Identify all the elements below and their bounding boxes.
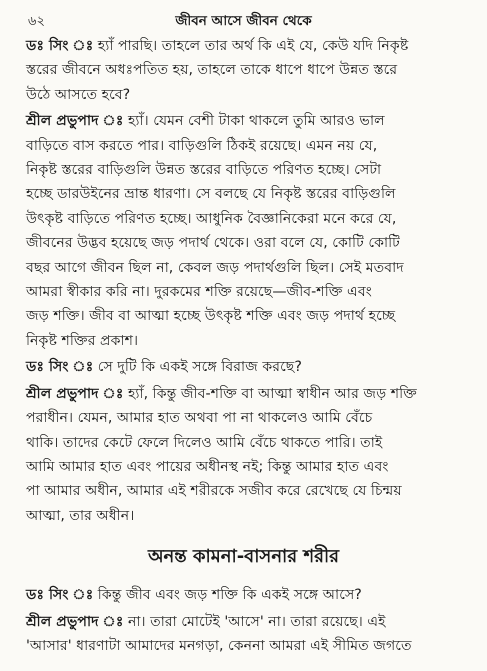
text-line — [26, 504, 461, 528]
line-text: 'আসার' ধারণাটা আমাদের মনগড়া, কেননা আমরা এই সীমিত জগতে — [26, 637, 412, 654]
line-text: পা আমার অধীন, আমার এই শরীরকে সজীব করে রেখেছে যে চিন্ময় — [26, 483, 402, 500]
line-text: হ্যাঁ, কিন্তু জীব-শক্তি বা আত্মা স্বাধীন আর জড় শক্তি — [127, 385, 417, 402]
speaker-label: শ্রীল প্রভুপাদ ঃ — [26, 113, 124, 130]
line-text: আমি আমার হাত এবং পায়ের অধীনস্থ নই; কিন্তু আমার হাত এবং — [26, 458, 389, 475]
line-text: আত্মা, তার অধীন। — [26, 507, 135, 524]
text-line — [26, 231, 461, 255]
line-text: পরাধীন। যেমন, আমার হাত অথবা পা না থাকলেও আমি বেঁচে — [26, 410, 373, 427]
dialogue-paragraph — [26, 583, 461, 607]
text-line — [26, 158, 461, 182]
line-text: বছর আগে জীবন ছিল না, কেবল জড় পদার্থগুলি ছিল। সেই মতবাদ — [26, 259, 404, 276]
page-number: ৬২ — [28, 14, 45, 29]
text-line — [26, 34, 461, 58]
line-text: উৎকৃষ্ট বাড়িতে পরিণত হচ্ছে। আধুনিক বৈজ্ঞানিকেরা মনে করে যে, — [26, 210, 397, 227]
line-text: জীবনের উদ্ভব হয়েছে জড় পদার্থ থেকে। ওরা বলে যে, কোটি কোটি — [26, 235, 400, 252]
section-title: অনন্ত কামনা-বাসনার শরীর — [147, 546, 340, 568]
text-line — [26, 406, 461, 430]
text-line — [26, 431, 461, 455]
dialogue-section-2 — [26, 583, 461, 658]
line-text: স্তরের জীবনে অধঃপতিত হয়, তাহলে তাকে ধাপে ধাপে উন্নত স্তরে — [26, 62, 398, 79]
text-line — [26, 583, 461, 607]
dialogue-paragraph — [26, 355, 461, 379]
speaker-label: ডঃ সিং ঃ — [26, 587, 94, 604]
line-text: নিকৃষ্ট স্তরের বাড়িগুলি উন্নত স্তরের বাড়িতে পরিণত হচ্ছে। সেটা — [26, 162, 382, 179]
text-line — [26, 83, 461, 107]
line-text: থাকি। তাদের কেটে ফেলে দিলেও আমি বেঁচে থাকতে পারি। তাই — [26, 434, 383, 451]
text-line — [26, 58, 461, 82]
dialogue-paragraph — [26, 109, 461, 353]
line-text: আমরা স্বীকার করি না। দুরকমের শক্তি রয়েছে—জীব-শক্তি এবং — [26, 284, 372, 301]
dialogue-section-1 — [26, 34, 461, 528]
line-text: কিন্তু জীব এবং জড় শক্তি কি একই সঙ্গে আসে? — [97, 587, 362, 604]
line-text: জড় শক্তি। জীব বা আত্মা হচ্ছে উৎকৃষ্ট শক্তি এবং জড় পদার্থ হচ্ছে — [26, 308, 396, 325]
running-title: জীবন আসে জীবন থেকে — [175, 13, 312, 29]
line-text: না। তারা মোটেই 'আসে' না। তারা রয়েছে। এই — [127, 613, 386, 630]
text-line — [26, 455, 461, 479]
text-line — [26, 134, 461, 158]
line-text: সে দুটি কি একই সঙ্গে বিরাজ করছে? — [97, 359, 302, 376]
line-text: উঠে আসতে হবে? — [26, 86, 131, 103]
dialogue-paragraph — [26, 382, 461, 528]
text-line — [26, 329, 461, 353]
speaker-label: শ্রীল প্রভুপাদ ঃ — [26, 385, 124, 402]
speaker-label: ডঃ সিং ঃ — [26, 359, 94, 376]
text-line — [26, 610, 461, 634]
dialogue-paragraph — [26, 610, 461, 659]
text-line — [26, 109, 461, 133]
text-line — [26, 280, 461, 304]
line-text: নিকৃষ্ট শক্তির প্রকাশ। — [26, 332, 139, 349]
line-text: বাড়িতে বাস করতে পার। বাড়িগুলি ঠিকই রয়েছে। এমন নয় যে, — [26, 137, 378, 154]
text-line — [26, 207, 461, 231]
text-line — [26, 634, 461, 658]
text-line — [26, 479, 461, 503]
dialogue-paragraph — [26, 34, 461, 107]
line-text: হচ্ছে ডারউইনের ভ্রান্ত ধারণা। সে বলছে যে নিকৃষ্ট স্তরের বাড়িগুলি — [26, 186, 396, 203]
speaker-label: ডঃ সিং ঃ — [26, 38, 94, 54]
text-line — [26, 355, 461, 379]
page-header — [26, 10, 461, 32]
line-text: হ্যাঁ পারছি। তাহলে তার অর্থ কি এই যে, কেউ যদি নিকৃষ্ট — [97, 38, 409, 54]
speaker-label: শ্রীল প্রভুপাদ ঃ — [26, 613, 124, 630]
text-line — [26, 304, 461, 328]
line-text: হ্যাঁ। যেমন বেশী টাকা থাকলে তুমি আরও ভাল — [127, 113, 385, 130]
text-line — [26, 182, 461, 206]
text-line — [26, 256, 461, 280]
text-line — [26, 382, 461, 406]
